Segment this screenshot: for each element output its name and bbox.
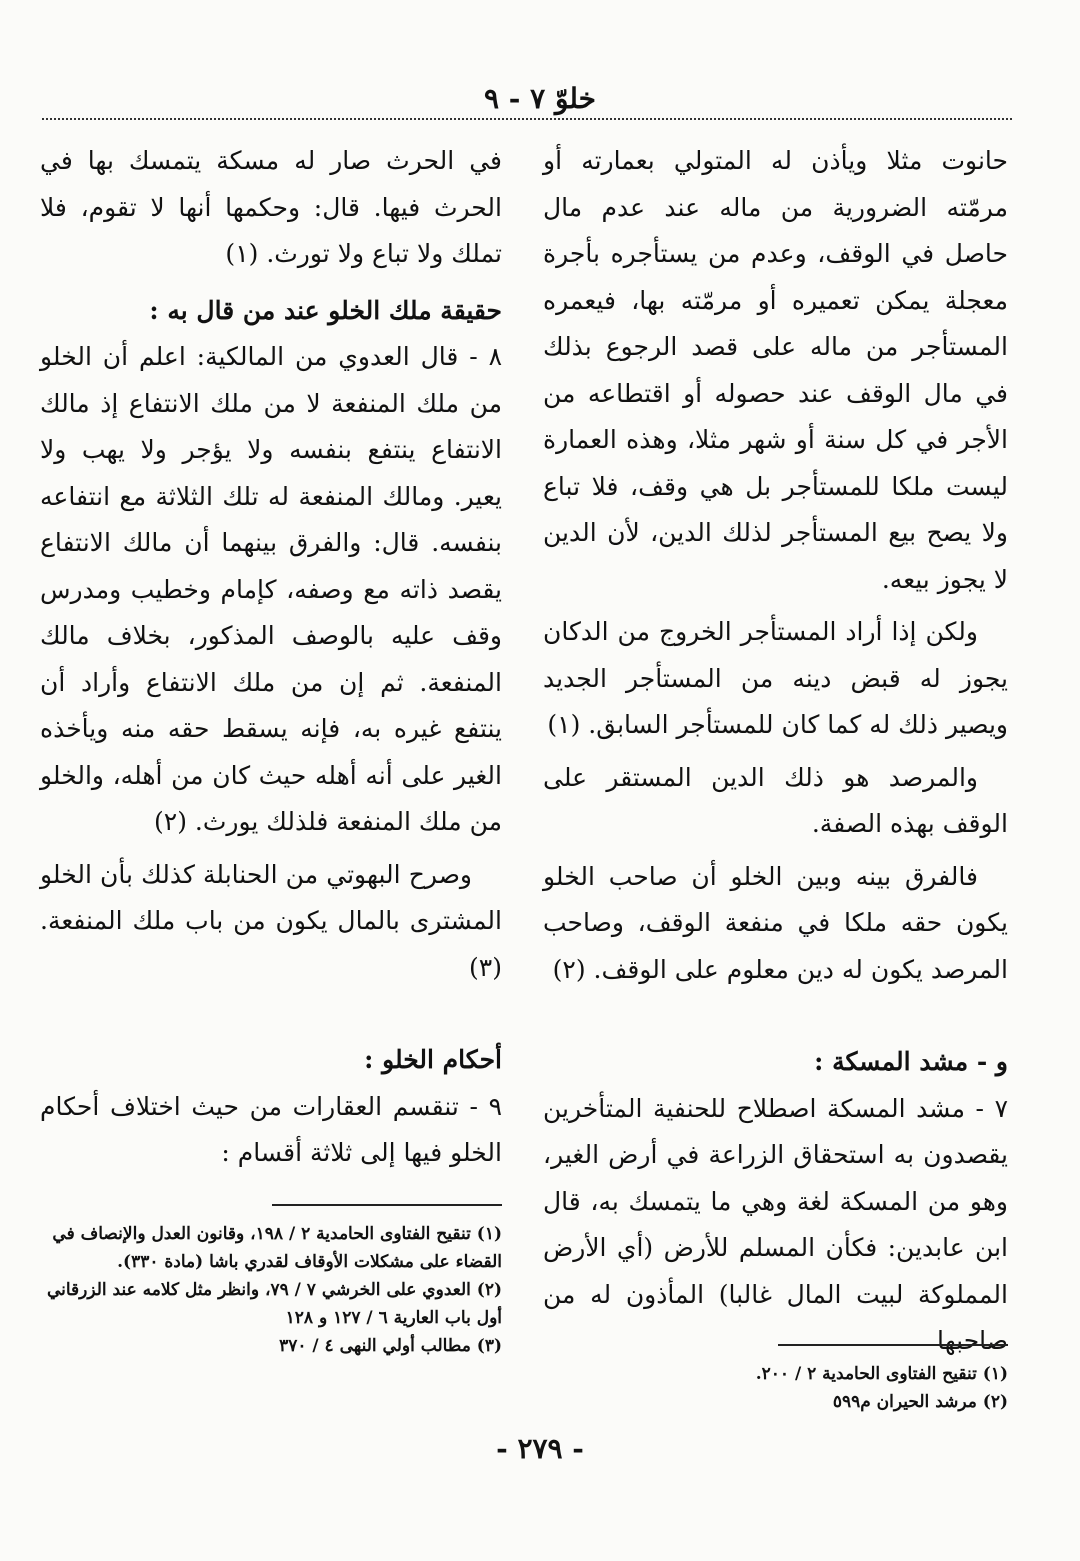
right-paragraph-2: ولكن إذا أراد المستأجر الخروج من الدكان يجوز له قبض دينه من المستأجر الجديد ويصير ذلك له كما كان للمستأجر السابق. (١) [543,617,1008,739]
left-paragraph-1: في الحرث صار له مسكة يتمسك بها في الحرث فيها. قال: وحكمها أنها لا تقوم، فلا تملك ولا تباع ولا تورث. (١) [40,146,502,268]
page-number: - ٢٧٩ - [496,1432,584,1465]
left-paragraph-2: ٨ - قال العدوي من المالكية: اعلم أن الخلو من ملك المنفعة لا من ملك الانتفاع إذ مالك الانتفاع ينتفع بنفسه ولا يؤجر ولا يهب ولا يعير. ومالك المنفعة له تلك الثلاثة مع انتفاعه بنفسه. قال: والفرق بينهما أن مالك الانتفاع يقصد ذاته مع وصفه، كإمام وخطيب ومدرس وقف عليه بالوصف المذكور، بخلاف مالك المنفعة. ثم إن من ملك الانتفاع وأراد أن ينتفع غيره به، فإنه يسقط حقه منه ويأخذه الغير على أنه أهله حيث كان من أهله، والخلو من ملك المنفعة فلذلك يورث. (٢) [40,342,502,836]
running-header: خلوّ ٧ - ٩ [483,82,596,115]
right-footnotes [543,1330,1008,1416]
footnote-rule [778,1344,1008,1346]
header-dotted-rule [42,118,1012,120]
footnote: (١) تنقيح الفتاوى الحامدية ٢ / ١٩٨، وقانون العدل والإنصاف في القضاء على مشكلات الأوقاف لقدري باشا (مادة ٣٣٠). [52,1224,502,1272]
footnote: (٢) مرشد الحيران م٥٩٩ [832,1392,1008,1412]
right-paragraph-5: ٧ - مشد المسكة اصطلاح للحنفية المتأخرين يقصدون به استحقاق الزراعة في أرض الغير، وهو من المسكة لغة وهي ما يتمسك به، قال ابن عابدين: فكأن المسلم للأرض (أي الأرض المملوكة لبيت المال غالبا) المأذون له من صاحبها [543,1093,1008,1355]
footnote: (٣) مطالب أولي النهى ٤ / ٣٧٠ [279,1336,502,1356]
right-paragraph-4: فالفرق بينه وبين الخلو أن صاحب الخلو يكون حقه ملكا في منفعة الوقف، وصاحب المرصد يكون له دين معلوم على الوقف. (٢) [543,861,1008,984]
right-paragraph-3: والمرصد هو ذلك الدين المستقر على الوقف بهذه الصفة. [543,762,1008,838]
spacer [543,999,1008,1039]
right-column [543,138,1008,1371]
left-column [40,138,502,1183]
footnote: (٢) العدوي على الخرشي ٧ / ٧٩، وانظر مثل كلامه عند الزرقاني أول باب العارية ٦ / ١٢٧ و ١٢٨ [46,1280,502,1328]
footnote: (١) تنقيح الفتاوى الحامدية ٢ / ٢٠٠. [755,1364,1008,1384]
section-heading-khulu-ownership: حقيقة ملك الخلو عند من قال به : [149,295,502,325]
left-paragraph-3: وصرح البهوتي من الحنابلة كذلك بأن الخلو المشترى بالمال يكون من باب ملك المنفعة. (٣) [40,859,502,982]
footnote-rule [272,1204,502,1206]
left-paragraph-4: ٩ - تنقسم العقارات من حيث اختلاف أحكام الخلو فيها إلى ثلاثة أقسام : [40,1091,502,1167]
spacer [40,997,502,1037]
left-footnotes [40,1190,502,1360]
section-heading-musakka: و - مشد المسكة : [814,1047,1008,1076]
section-heading-khulu-rulings: أحكام الخلو : [364,1045,502,1074]
right-paragraph-1: حانوت مثلا ويأذن له المتولي بعمارته أو مرمّته الضرورية من ماله عند عدم مال حاصل في الوقف، وعدم من يستأجره بأجرة معجلة يمكن تعميره أو مرمّته بها، فيعمره المستأجر من ماله على قصد الرجوع بذلك في مال الوقف عند حصوله أو اقتطاعه من الأجر في كل سنة أو شهر مثلا، وهذه العمارة ليست ملكا للمستأجر بل هي وقف، فلا تباع ولا يصح بيع المستأجر لذلك الدين، لأن الدين لا يجوز بيعه. [543,146,1008,594]
